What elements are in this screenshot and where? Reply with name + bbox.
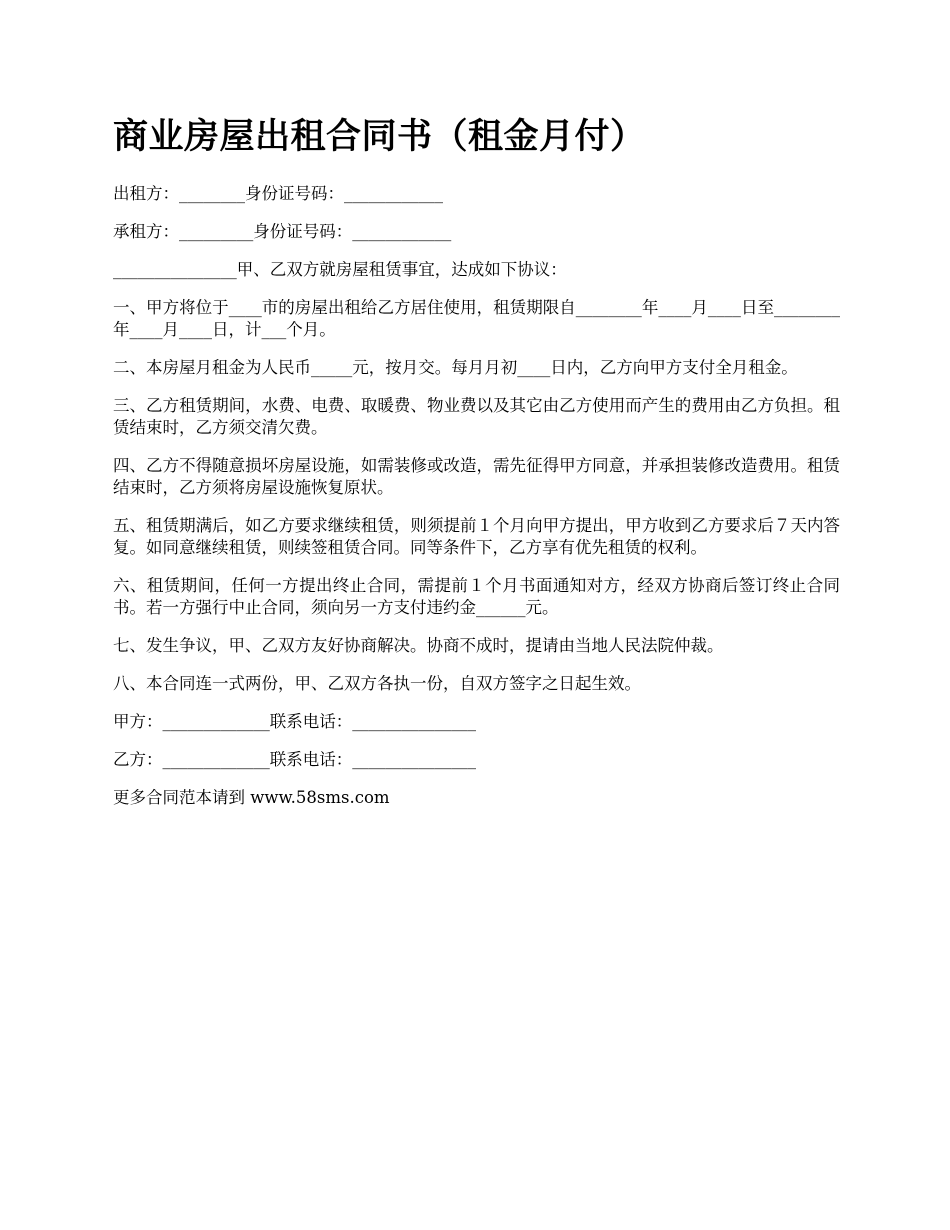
document-title: 商业房屋出租合同书（租金月付）: [113, 117, 646, 157]
clause-3: 三、乙方租赁期间，水费、电费、取暖费、物业费以及其它由乙方使用而产生的费用由乙方负担。租赁结束时，乙方须交清欠费。: [113, 396, 840, 437]
footer-note: 更多合同范本请到 www.58sms.com: [113, 788, 390, 807]
contract-document: [113, 115, 840, 825]
clause-6: 六、租赁期间，任何一方提出终止合同，需提前１个月书面通知对方，经双方协商后签订终止合同书。若一方强行中止合同，须向另一方支付违约金______元。: [113, 576, 840, 617]
party-b-signature-line: 乙方：_____________联系电话：_______________: [113, 750, 476, 769]
clause-8: 八、本合同连一式两份，甲、乙双方各执一份，自双方签字之日起生效。: [113, 674, 641, 693]
clause-2: 二、本房屋月租金为人民币_____元，按月交。每月月初____日内，乙方向甲方支付全月租金。: [113, 358, 798, 377]
clause-1: 一、甲方将位于____市的房屋出租给乙方居住使用，租赁期限自________年____月____日至________年____月____日，计___个月。: [113, 298, 840, 339]
clause-7: 七、发生争议，甲、乙双方友好协商解决。协商不成时，提请由当地人民法院仲裁。: [113, 636, 724, 655]
lessor-line: 出租方：________身份证号码：____________: [113, 184, 443, 203]
clause-5: 五、租赁期满后，如乙方要求继续租赁，则须提前１个月向甲方提出，甲方收到乙方要求后７天内答复。如同意继续租赁，则续签租赁合同。同等条件下，乙方享有优先租赁的权利。: [113, 516, 840, 557]
clause-4: 四、乙方不得随意损坏房屋设施，如需装修或改造，需先征得甲方同意，并承担装修改造费用。租赁结束时，乙方须将房屋设施恢复原状。: [113, 456, 840, 497]
party-a-signature-line: 甲方：_____________联系电话：_______________: [113, 712, 476, 731]
intro-line: _______________甲、乙双方就房屋租赁事宜，达成如下协议：: [113, 260, 567, 279]
lessee-line: 承租方：_________身份证号码：____________: [113, 222, 452, 241]
